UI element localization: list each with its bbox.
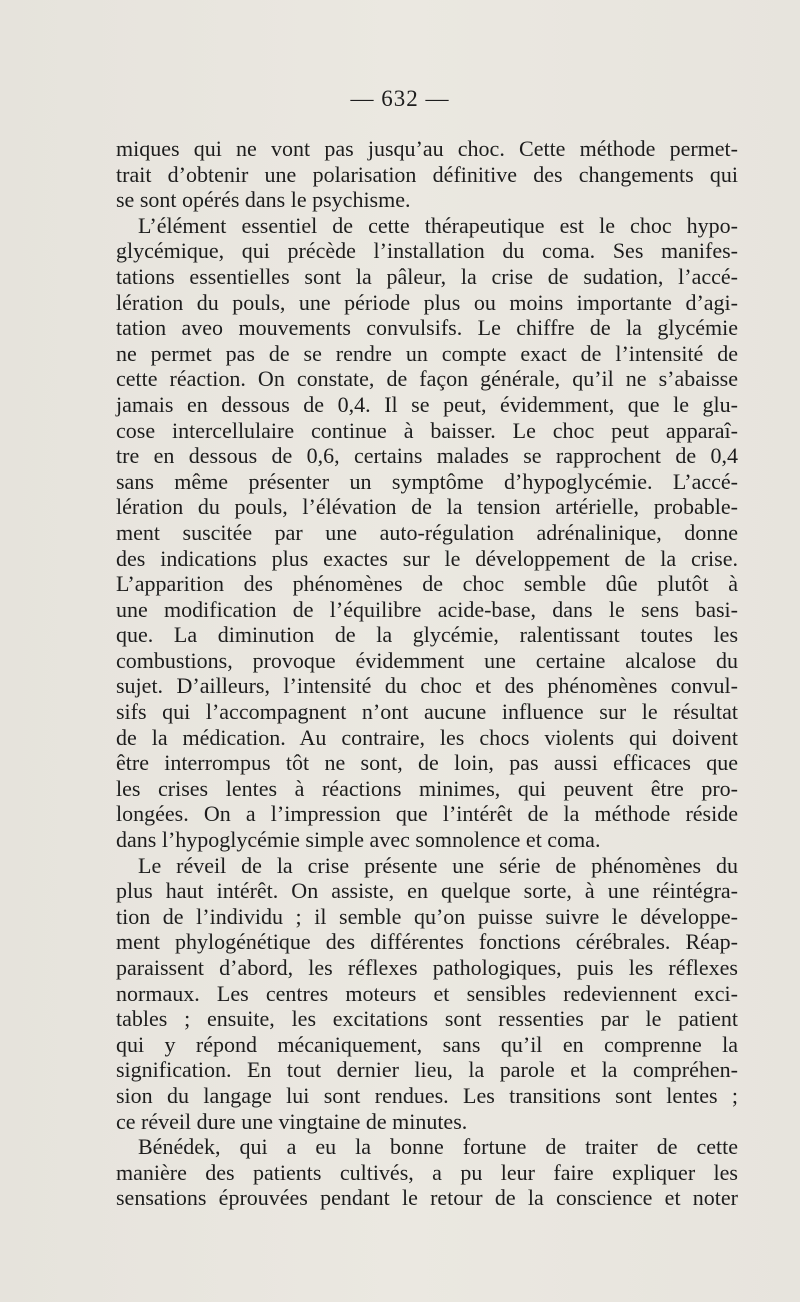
text-line: les crises lentes à réactions minimes, qui peuvent être pro-: [116, 775, 738, 801]
text-line: combustions, provoque évidemment une certaine alcalose du: [116, 647, 738, 673]
text-line: dans l’hypoglycémie simple avec somnolence et coma.: [116, 827, 601, 853]
text-line: qui y répond mécaniquement, sans qu’il en comprenne la: [116, 1031, 738, 1057]
text-line: normaux. Les centres moteurs et sensibles redeviennent exci-: [116, 980, 738, 1006]
text-line: tre en dessous de 0,6, certains malades se rapprochent de 0,4: [116, 443, 738, 469]
text-line: L’élément essentiel de cette thérapeutique est le choc hypo-: [138, 212, 738, 238]
text-line: tables ; ensuite, les excitations sont ressenties par le patient: [116, 1006, 738, 1032]
body-text: [116, 136, 738, 1211]
text-line: sion du langage lui sont rendues. Les transitions sont lentes ;: [116, 1082, 738, 1108]
text-line: des indications plus exactes sur le développement de la crise.: [116, 545, 738, 571]
text-line: plus haut intérêt. On assiste, en quelque sorte, à une réintégra-: [116, 878, 738, 904]
text-line: Bénédek, qui a eu la bonne fortune de traiter de cette: [138, 1134, 738, 1160]
text-line: sifs qui l’accompagnent n’ont aucune influence sur le résultat: [116, 699, 738, 725]
text-line: sans même présenter un symptôme d’hypoglycémie. L’accé-: [116, 468, 738, 494]
text-line: que. La diminution de la glycémie, ralentissant toutes les: [116, 622, 738, 648]
text-line: manière des patients cultivés, a pu leur faire expliquer les: [116, 1159, 738, 1185]
text-line: tations essentielles sont la pâleur, la crise de sudation, l’accé-: [116, 263, 738, 289]
text-line: une modification de l’équilibre acide-base, dans le sens basi-: [116, 596, 738, 622]
text-line: Le réveil de la crise présente une série de phénomènes du: [138, 852, 738, 878]
text-line: ce réveil dure une vingtaine de minutes.: [116, 1108, 468, 1134]
text-line: glycémique, qui précède l’installation du coma. Ses manifes-: [116, 238, 738, 264]
text-line: ment suscitée par une auto-régulation adrénalinique, donne: [116, 519, 738, 545]
text-line: lération du pouls, une période plus ou moins importante d’agi-: [116, 289, 738, 315]
text-line: tation aveo mouvements convulsifs. Le chiffre de la glycémie: [116, 315, 738, 341]
page-number: — 632 —: [350, 86, 450, 111]
text-line: paraissent d’abord, les réflexes pathologiques, puis les réflexes: [116, 955, 738, 980]
text-line: jamais en dessous de 0,4. Il se peut, évidemment, que le glu-: [116, 391, 738, 417]
text-line: être interrompus tôt ne sont, de loin, pas aussi efficaces que: [116, 750, 738, 776]
text-line: longées. On a l’impression que l’intérêt de la méthode réside: [116, 801, 738, 827]
text-line: miques qui ne vont pas jusqu’au choc. Cette méthode permet-: [116, 136, 738, 161]
text-line: trait d’obtenir une polarisation définitive des changements qui: [116, 161, 738, 187]
text-line: tion de l’individu ; il semble qu’on puisse suivre le développe-: [116, 903, 738, 929]
text-line: L’apparition des phénomènes de choc semble dûe plutôt à: [116, 571, 738, 597]
text-line: ment phylogénétique des différentes fonctions cérébrales. Réap-: [116, 929, 738, 955]
text-line: se sont opérés dans le psychisme.: [116, 187, 411, 213]
text-line: cette réaction. On constate, de façon générale, qu’il ne s’abaisse: [116, 366, 738, 392]
text-line: ne permet pas de se rendre un compte exact de l’intensité de: [116, 340, 738, 366]
text-line: signification. En tout dernier lieu, la parole et la compréhen-: [116, 1057, 738, 1083]
text-line: de la médication. Au contraire, les chocs violents qui doivent: [116, 724, 738, 750]
text-line: lération du pouls, l’élévation de la tension artérielle, probable-: [116, 494, 738, 520]
text-line: sujet. D’ailleurs, l’intensité du choc et des phénomènes convul-: [116, 673, 738, 699]
text-line: sensations éprouvées pendant le retour de la conscience et noter: [116, 1185, 738, 1211]
text-line: cose intercellulaire continue à baisser. Le choc peut apparaî-: [116, 417, 738, 443]
